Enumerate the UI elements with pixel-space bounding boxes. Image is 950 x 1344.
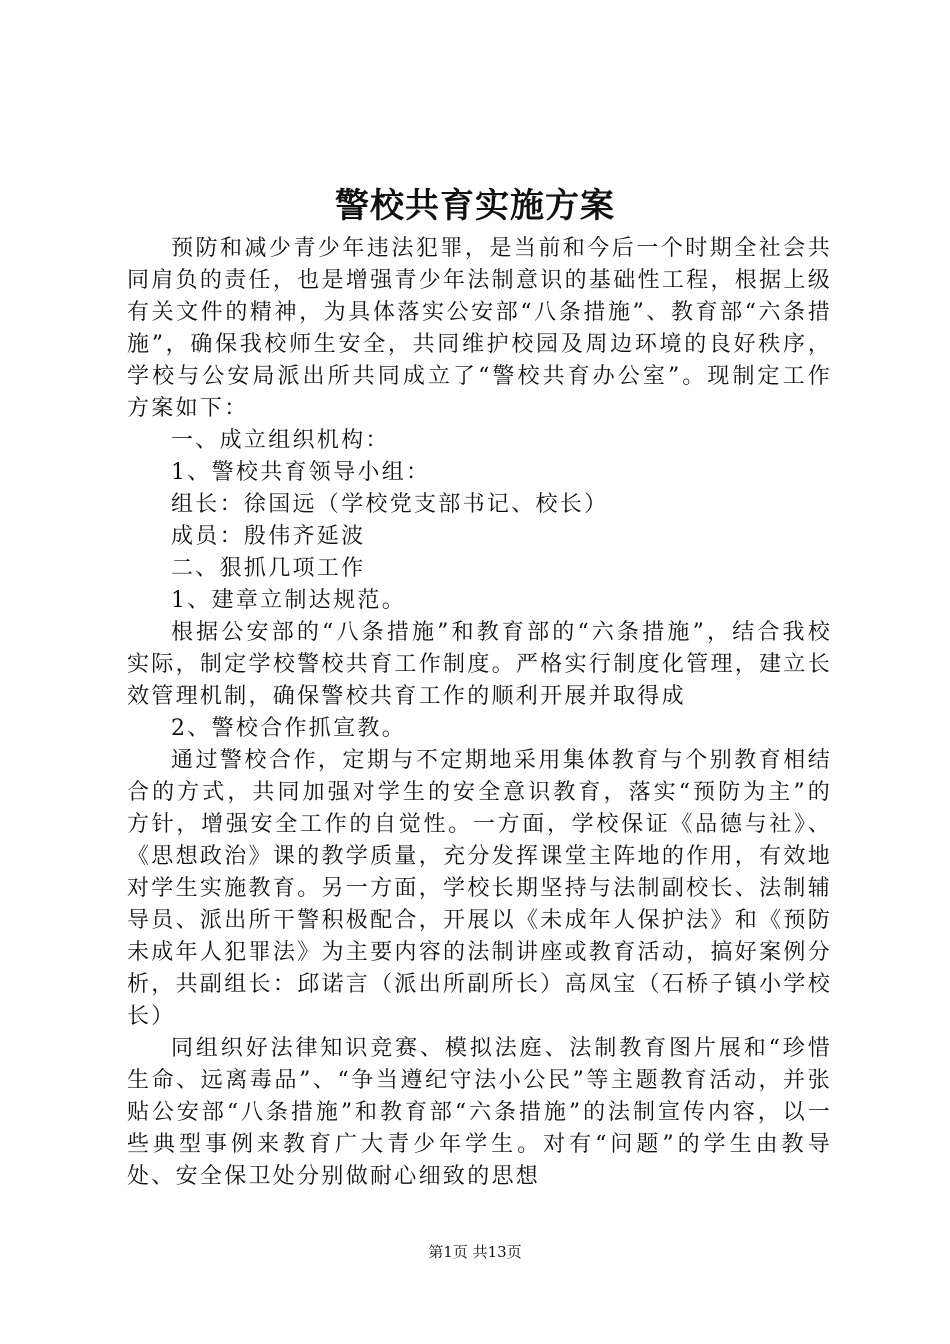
rules-paragraph: 根据公安部的“八条措施”和教育部的“六条措施”，结合我校实际，制定学校警校共育工作制度。严格实行制度化管理，建立长效管理机制，确保警校共育工作的顺利开展并取得成 [127,620,832,709]
page-number-footer: 第1页 共13页 [428,1243,522,1261]
intro-paragraph: 预防和减少青少年违法犯罪，是当前和今后一个时期全社会共同肩负的责任，也是增强青少年法制意识的基础性工程，根据上级有关文件的精神，为具体落实公安部“八条措施”、教育部“六条措施”，确保我校师生安全，共同维护校园及周边环境的良好秩序，学校与公安局派出所共同成立了“警校共育办公室”。现制定工作方案如下： [127,236,832,421]
subsection-heading-leadership: 1、警校共育领导小组： [171,460,431,485]
section-heading-work: 二、狠抓几项工作 [171,556,366,581]
section-heading-organization: 一、成立组织机构： [171,428,390,453]
leader-line: 组长：徐国远（学校党支部书记、校长） [171,492,609,517]
members-line: 成员：殷伟齐延波 [171,524,366,549]
education-paragraph: 通过警校合作，定期与不定期地采用集体教育与个别教育相结合的方式，共同加强对学生的安全意识教育，落实“预防为主”的方针，增强安全工作的自觉性。一方面，学校保证《品德与社》、《思想政治》课的教学质量，充分发挥课堂主阵地的作用，有效地对学生实施教育。另一方面，学校长期坚持与法制副校长、法制辅导员、派出所干警积极配合，开展以《未成年人保护法》和《预防未成年人犯罪法》为主要内容的法制讲座或教育活动，搞好案例分析，共副组长：邱诺言（派出所副所长）高凤宝（石桥子镇小学校长） [127,748,832,1029]
document-body [127,233,832,1193]
activities-paragraph: 同组织好法律知识竞赛、模拟法庭、法制教育图片展和“珍惜生命、远离毒品”、“争当遵纪守法小公民”等主题教育活动，并张贴公安部“八条措施”和教育部“六条措施”的法制宣传内容，以一些典型事例来教育广大青少年学生。对有“问题”的学生由教导处、安全保卫处分别做耐心细致的思想 [127,1036,832,1189]
document-title: 警校共育实施方案 [335,186,615,226]
subsection-heading-rules: 1、建章立制达规范。 [171,588,406,613]
subsection-heading-education: 2、警校合作抓宣教。 [171,716,406,741]
